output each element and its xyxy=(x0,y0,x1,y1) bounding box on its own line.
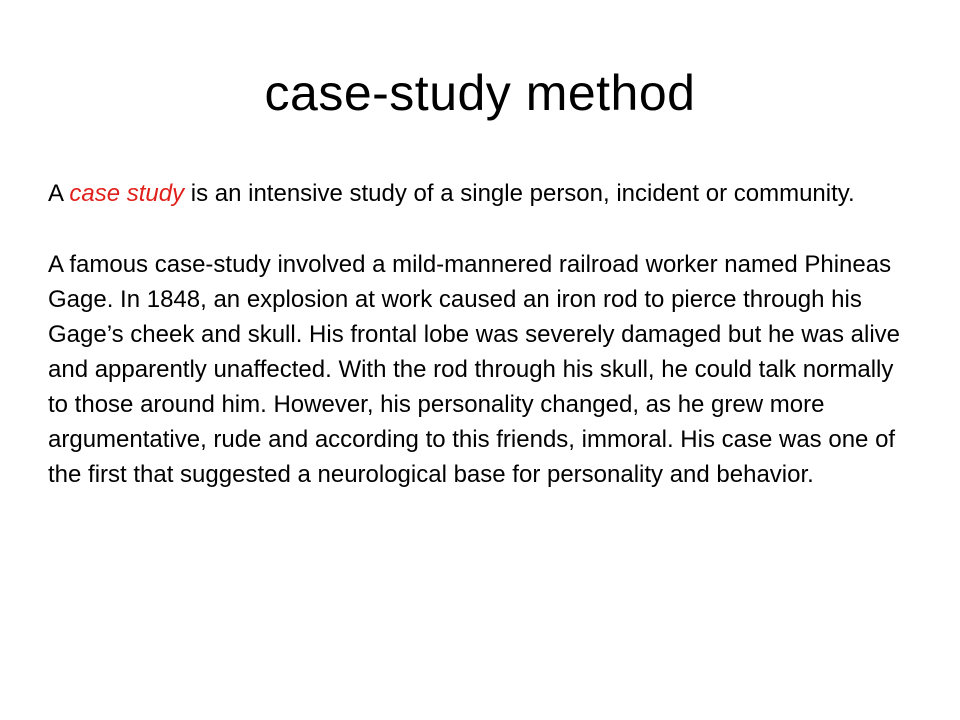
slide-body xyxy=(48,176,918,492)
definition-suffix: is an intensive study of a single person, incident or community. xyxy=(184,180,855,207)
definition-prefix: A xyxy=(48,180,70,207)
slide-title: case-study method xyxy=(264,65,696,121)
definition-paragraph xyxy=(48,176,918,211)
definition-term: case study xyxy=(69,180,185,207)
example-paragraph: A famous case-study involved a mild-mannered railroad worker named Phineas Gage. In 1848, an explosion at work caused an iron rod to pierce through his Gage’s cheek and skull. His frontal lobe was severely damaged but he was alive and apparently unaffected. With the rod through his skull, he could talk normally to those around him. However, his personality changed, as he grew more argumentative, rude and according to this friends, immoral. His case was one of the first that suggested a neurological base for personality and behavior. xyxy=(48,251,901,488)
